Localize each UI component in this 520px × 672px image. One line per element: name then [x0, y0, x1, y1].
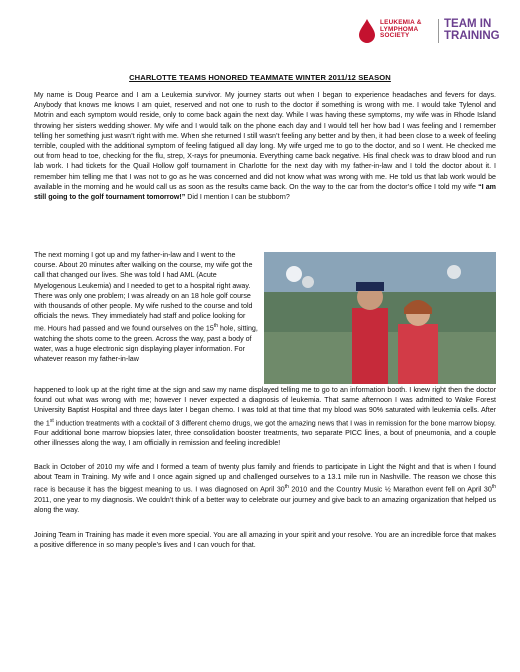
paragraph-3: Back in October of 2010 my wife and I formed a team of twenty plus family and friends to participate in Light the Night and that is when I found about Team in Training. My wife and I once again signed up and challenged ourselves to a 13.1 mile run in Nashville. The reason we chose this race is because it has the biggest meaning to us. I was diagnosed on April 30th 2010 and the Country Music ½ Marathon event fell on April 30th 2011, one year to my diagnosis. We couldn’t think of a better way to celebrate our journey and give back to an amazing organization that helped us along the way. — [34, 463, 496, 515]
paragraph-2-left: The next morning I got up and my father-in-law and I went to the course. About 20 minutes after walking on the course, my wife got the call that changed our lives. She was told I had AML (Acute Myelogenous Leukemia) and I needed to get to a hospital right away. There was only one problem; I was already on an 18 hole golf course with thousands of other people. My wife rushed to the course and told officials the news. They immediately had staff and police looking for me. Hours had passed and we found ourselves on the 15th hole, sitting, watching the shots come to the green. Across the way, past a body of water, was a huge electronic sign displaying player information. For whatever reason my father-in-law — [34, 251, 258, 364]
lls-line-2: LYMPHOMA — [380, 25, 419, 33]
page-title: CHARLOTTE TEAMS HONORED TEAMMATE WINTER 2011/12 SEASON — [129, 73, 391, 82]
photo — [264, 252, 496, 384]
lls-line-1: LEUKEMIA & — [380, 19, 422, 26]
photo-image — [264, 252, 496, 384]
p1-tail: Did I mention I can be stubborn? — [185, 193, 290, 202]
logo-divider — [438, 19, 439, 43]
p1-bold-quote: “I am still going to the golf tournament tomorrow!” — [34, 182, 496, 202]
paragraph-2-bottom: happened to look up at the right time at the sign and saw my name displayed telling me to go to an information booth. I knew right then the doctor found out what was wrong with me; however I never expected a diagnosis of leukemia. That same afternoon I was admitted to Wake Forest University Baptist Hospital and three days later I began chemo. I was told at that time that my blood was 90% saturated with leukemia cells. After the 1st induction treatments with a cocktail of 3 different chemo drugs, we got the amazing news that I was in remission for the bone marrow biopsy. Four additional bone marrow biopsies later, three consolidation booster treatments, two separate PICC lines, a bout of pneumonia, and a couple other illnesses along the way, I am officially in remission and feeling incredible! — [34, 386, 496, 448]
paragraph-1 — [34, 90, 496, 202]
lls-wordmark — [380, 20, 422, 40]
blood-drop-logo — [356, 18, 378, 44]
lls-line-3: SOCIETY — [380, 32, 410, 40]
logo — [356, 14, 506, 54]
paragraph-4: Joining Team in Training has made it even more special. You are all amazing in your spirit and your resolve. You are an incredible force that makes a positive difference in so many people’s lives and I can vouch for that. — [34, 531, 496, 550]
p1-text: My name is Doug Pearce and I am a Leukemia survivor. My journey starts out when I began to experience headaches and fevers for days. Anybody that knows me knows I am quiet, reserved and not one to rush to the doctor if something is wrong with me. I would take Tylenol and Motrin and each symptom would reside, only to come back again the next day. While I was having these symptoms, my wife was in Rhode Island throwing her sisters wedding shower. My wife and I would talk on the phone each day and I would tell her how bad I was feeling and I remember telling her something just wasn’t right with me. When she returned I still wasn’t feeling any better and by then, it had been close to a week of feeling terrible, coupled with the additional symptom of feeling fatigued all day long. My wife urged me to go to the doctor, and so I went. He checked me out from head to toe, checking for the flu, strep, X-rays for pneumonia. Everything came back negative. His final check was to draw blood and run lab work. I had tickets for the Quail Hollow golf tournament in Charlotte for the next day with my father-in-law and I told the doctor about it. I remember him telling me that I was not to go as he was concerned and did not know what was wrong with me. He told us that lab work would be available in the morning and he would call us as soon as the results came back. On the way to the car from the doctor’s office I told my wife — [34, 91, 496, 191]
tnt-wordmark — [444, 18, 500, 42]
tnt-line-2: TRAINING — [444, 30, 500, 42]
tnt-line-1: TEAM IN — [444, 18, 492, 30]
